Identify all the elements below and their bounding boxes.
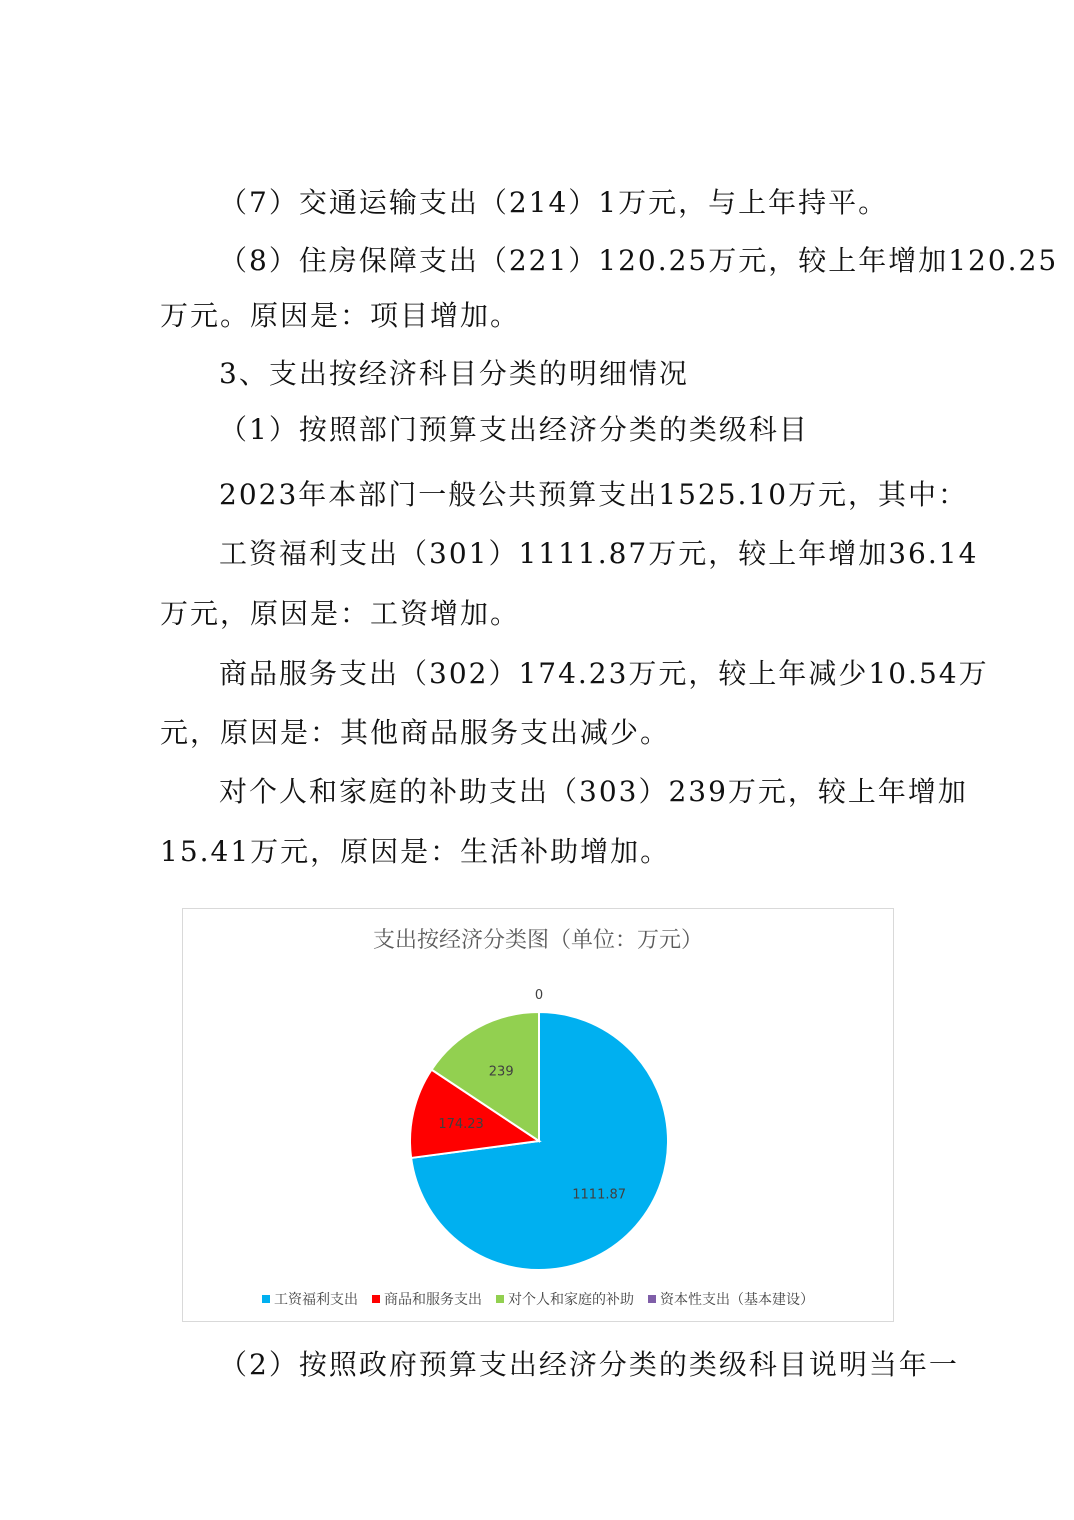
paragraph-line: （8）住房保障支出（221）120.25万元，较上年增加120.25	[219, 244, 1059, 277]
legend-item	[262, 1289, 358, 1309]
legend-item	[496, 1289, 634, 1309]
paragraph-line: 元，原因是：其他商品服务支出减少。	[160, 716, 671, 749]
legend-label: 资本性支出（基本建设）	[660, 1292, 814, 1308]
legend-label: 对个人和家庭的补助	[508, 1292, 634, 1308]
chart-title: 支出按经济分类图（单位：万元）	[372, 928, 703, 953]
legend-swatch	[496, 1295, 504, 1303]
paragraph-line: （2）按照政府预算支出经济分类的类级科目说明当年一	[219, 1348, 959, 1381]
pie-data-label: 1111.87	[572, 1187, 627, 1203]
section-heading: 3、支出按经济科目分类的明细情况	[219, 357, 689, 390]
pie-data-label: 174.23	[438, 1116, 484, 1132]
paragraph-line: 万元。原因是：项目增加。	[160, 299, 521, 332]
chart-legend	[183, 1289, 893, 1309]
paragraph-line: （7）交通运输支出（214）1万元，与上年持平。	[219, 186, 889, 219]
legend-item	[372, 1289, 482, 1309]
pie-chart	[182, 908, 894, 1322]
legend-swatch	[262, 1295, 270, 1303]
legend-item	[648, 1289, 814, 1309]
paragraph-line: 万元，原因是：工资增加。	[160, 597, 521, 630]
legend-swatch	[372, 1295, 380, 1303]
paragraph-line: 工资福利支出（301）1111.87万元，较上年增加36.14	[219, 537, 979, 570]
legend-label: 工资福利支出	[274, 1292, 358, 1308]
paragraph-line: 15.41万元，原因是：生活补助增加。	[160, 835, 671, 868]
paragraph-line: 对个人和家庭的补助支出（303）239万元，较上年增加	[219, 775, 968, 808]
pie-data-label: 0	[534, 988, 544, 1003]
paragraph-line: 2023年本部门一般公共预算支出1525.10万元，其中：	[219, 478, 969, 511]
legend-swatch	[648, 1295, 656, 1303]
paragraph-line: 商品服务支出（302）174.23万元，较上年减少10.54万	[219, 657, 989, 690]
pie-chart-canvas	[183, 909, 895, 1323]
pie-data-label: 239	[488, 1064, 514, 1080]
subsection-heading: （1）按照部门预算支出经济分类的类级科目	[219, 413, 809, 446]
legend-label: 商品和服务支出	[384, 1292, 482, 1308]
